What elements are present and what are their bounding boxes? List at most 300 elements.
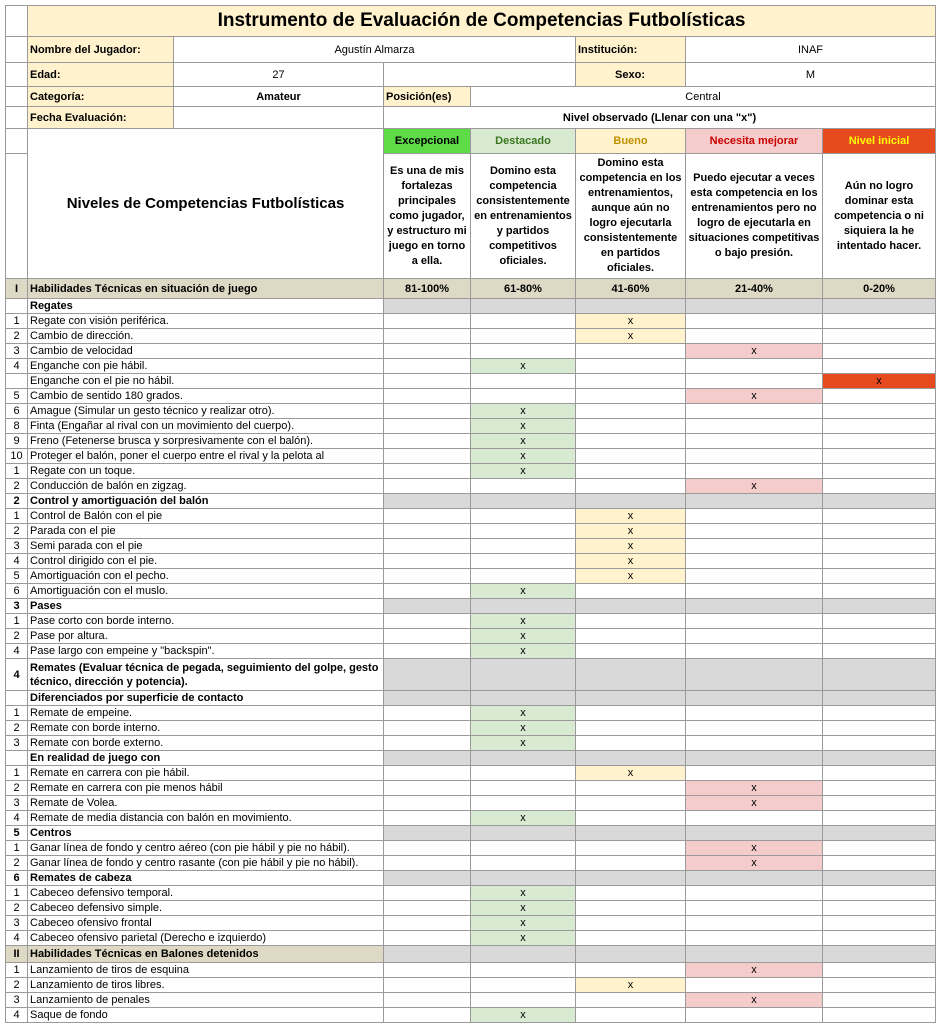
blank-cell [6,107,28,129]
level-cell[interactable] [823,554,936,569]
page-title: Instrumento de Evaluación de Competencias Futbolísticas [28,6,936,37]
level-mark[interactable]: x [471,359,576,374]
table-row [6,993,936,1008]
institution-label: Institución: [576,37,686,63]
level-cell[interactable] [576,721,686,736]
level-cell [686,494,823,509]
level-cell[interactable] [823,796,936,811]
table-row [6,706,936,721]
skill-label: Saque de fondo [28,1008,384,1023]
level-cell[interactable] [384,736,471,751]
skill-label: Ganar línea de fondo y centro rasante (con pie hábil y pie no hábil). [28,856,384,871]
level-cell[interactable] [686,916,823,931]
level-mark[interactable]: x [471,464,576,479]
level-cell [576,299,686,314]
skill-label: Remate de media distancia con balón en movimiento. [28,811,384,826]
row-number: 6 [6,584,28,599]
level-cell[interactable] [471,374,576,389]
row-number: 2 [6,524,28,539]
levels-title: Niveles de Competencias Futbolísticas [28,129,384,279]
level-mark[interactable]: x [686,841,823,856]
level-mark[interactable]: x [576,524,686,539]
level-cell[interactable] [471,314,576,329]
level-cell[interactable] [384,721,471,736]
section-title: Pases [28,599,384,614]
level-cell[interactable] [823,629,936,644]
row-number: 2 [6,781,28,796]
sex-field[interactable]: M [686,63,936,87]
level-cell[interactable] [823,404,936,419]
level-mark[interactable]: x [576,766,686,781]
level-cell[interactable] [576,706,686,721]
level-cell[interactable] [823,721,936,736]
level-range: 81-100% [384,279,471,299]
level-cell[interactable] [686,539,823,554]
level-cell[interactable] [576,963,686,978]
level-cell[interactable] [576,449,686,464]
table-row [6,901,936,916]
level-cell[interactable] [823,886,936,901]
blank-cell [6,63,28,87]
level-cell[interactable] [823,644,936,659]
level-cell[interactable] [576,374,686,389]
level-cell[interactable] [384,901,471,916]
level-mark[interactable]: x [576,329,686,344]
level-cell[interactable] [686,359,823,374]
level-cell[interactable] [384,1008,471,1023]
level-cell[interactable] [686,736,823,751]
level-cell[interactable] [384,419,471,434]
level-mark[interactable]: x [471,449,576,464]
table-row [6,524,936,539]
level-cell [384,599,471,614]
level-cell[interactable] [686,449,823,464]
skill-label: Control dirigido con el pie. [28,554,384,569]
table-row [6,509,936,524]
row-number: 4 [6,931,28,946]
level-cell[interactable] [384,963,471,978]
level-cell[interactable] [471,796,576,811]
table-row [6,644,936,659]
skill-label: Ganar línea de fondo y centro aéreo (con pie hábil y pie no hábil). [28,841,384,856]
level-cell [823,659,936,691]
level-cell[interactable] [686,1008,823,1023]
level-cell[interactable] [576,931,686,946]
level-cell[interactable] [384,841,471,856]
table-row [6,916,936,931]
level-cell[interactable] [576,344,686,359]
level-cell[interactable] [384,978,471,993]
level-cell[interactable] [384,329,471,344]
level-cell [686,871,823,886]
row-number: 5 [6,569,28,584]
institution-field[interactable]: INAF [686,37,936,63]
skill-label: Pase corto con borde interno. [28,614,384,629]
level-cell [471,299,576,314]
level-cell[interactable] [686,584,823,599]
level-cell [384,659,471,691]
table-row [6,584,936,599]
level-mark[interactable]: x [471,419,576,434]
level-cell[interactable] [823,706,936,721]
level-cell[interactable] [471,993,576,1008]
position-label: Posición(es) [384,87,471,107]
level-cell [576,946,686,963]
level-cell[interactable] [384,811,471,826]
blank-cell [6,154,28,279]
table-row [6,389,936,404]
level-cell[interactable] [823,314,936,329]
level-cell[interactable] [686,644,823,659]
level-cell[interactable] [823,329,936,344]
level-mark[interactable]: x [471,901,576,916]
level-cell[interactable] [823,359,936,374]
level-mark[interactable]: x [471,886,576,901]
level-cell [686,299,823,314]
level-cell[interactable] [686,419,823,434]
level-cell [686,751,823,766]
level-cell[interactable] [471,344,576,359]
level-cell[interactable] [576,434,686,449]
level-cell[interactable] [471,963,576,978]
level-cell[interactable] [471,569,576,584]
level-cell[interactable] [686,404,823,419]
level-cell[interactable] [686,629,823,644]
level-cell[interactable] [576,1008,686,1023]
level-cell[interactable] [384,706,471,721]
level-cell[interactable] [471,781,576,796]
row-number: 1 [6,886,28,901]
level-cell [576,494,686,509]
level-cell[interactable] [823,344,936,359]
level-cell[interactable] [384,509,471,524]
level-cell[interactable] [576,901,686,916]
table-row [6,314,936,329]
skill-label: Lanzamiento de tiros de esquina [28,963,384,978]
level-cell[interactable] [576,796,686,811]
level-cell[interactable] [686,614,823,629]
level-mark[interactable]: x [576,314,686,329]
level-cell[interactable] [384,916,471,931]
level-cell[interactable] [823,614,936,629]
skill-label: Remate en carrera con pie hábil. [28,766,384,781]
level-header-bueno: Bueno [576,129,686,154]
level-cell[interactable] [384,993,471,1008]
level-mark[interactable]: x [471,1008,576,1023]
level-cell[interactable] [823,811,936,826]
level-cell[interactable] [471,479,576,494]
level-cell[interactable] [384,931,471,946]
table-row [6,781,936,796]
level-cell[interactable] [686,374,823,389]
table-row [6,299,936,314]
row-number: 1 [6,314,28,329]
level-mark[interactable]: x [686,856,823,871]
level-cell[interactable] [823,1008,936,1023]
level-cell[interactable] [576,644,686,659]
level-cell[interactable] [384,644,471,659]
level-cell[interactable] [471,539,576,554]
row-number: 1 [6,963,28,978]
level-cell[interactable] [823,449,936,464]
level-cell[interactable] [576,359,686,374]
level-mark[interactable]: x [686,389,823,404]
level-range: 41-60% [576,279,686,299]
level-header-necesita-mejorar: Necesita mejorar [686,129,823,154]
level-cell[interactable] [686,554,823,569]
level-range: 21-40% [686,279,823,299]
level-cell [471,946,576,963]
level-cell[interactable] [686,314,823,329]
level-mark[interactable]: x [576,978,686,993]
level-cell [823,299,936,314]
date-field[interactable] [174,107,384,129]
category-field[interactable]: Amateur [174,87,384,107]
level-cell[interactable] [576,916,686,931]
level-cell[interactable] [576,841,686,856]
level-cell[interactable] [823,766,936,781]
row-number: 4 [6,659,28,691]
level-cell[interactable] [384,781,471,796]
row-number: 6 [6,871,28,886]
level-mark[interactable]: x [471,629,576,644]
level-cell[interactable] [576,629,686,644]
sex-label: Sexo: [576,63,686,87]
skill-label: Cambio de dirección. [28,329,384,344]
level-cell[interactable] [384,796,471,811]
level-cell[interactable] [686,524,823,539]
level-cell[interactable] [471,524,576,539]
level-cell[interactable] [686,434,823,449]
skill-label: Enganche con el pie no hábil. [28,374,384,389]
level-cell[interactable] [686,901,823,916]
level-cell[interactable] [384,479,471,494]
level-cell[interactable] [823,931,936,946]
level-cell[interactable] [686,706,823,721]
row-number: 2 [6,494,28,509]
level-mark[interactable]: x [686,993,823,1008]
level-cell[interactable] [384,404,471,419]
level-cell [686,826,823,841]
level-mark[interactable]: x [471,916,576,931]
row-number: 4 [6,359,28,374]
level-cell[interactable] [686,721,823,736]
level-cell[interactable] [686,509,823,524]
level-cell[interactable] [576,404,686,419]
skill-label: Proteger el balón, poner el cuerpo entre el rival y la pelota al [28,449,384,464]
level-cell[interactable] [686,464,823,479]
level-cell[interactable] [471,554,576,569]
category-label: Categoría: [28,87,174,107]
level-mark[interactable]: x [471,584,576,599]
age-field[interactable]: 27 [174,63,384,87]
section-title: Regates [28,299,384,314]
level-cell[interactable] [576,614,686,629]
table-row [6,736,936,751]
level-cell[interactable] [576,584,686,599]
level-cell[interactable] [823,901,936,916]
section-title: Remates (Evaluar técnica de pegada, seguimiento del golpe, gesto técnico, dirección y potencia). [28,659,384,691]
level-cell[interactable] [686,931,823,946]
row-number: 3 [6,344,28,359]
level-cell[interactable] [384,374,471,389]
level-cell[interactable] [686,886,823,901]
skill-label: Regate con visión periférica. [28,314,384,329]
section-title: Diferenciados por superficie de contacto [28,691,384,706]
level-mark[interactable]: x [576,509,686,524]
level-cell [471,826,576,841]
level-cell[interactable] [576,464,686,479]
level-cell[interactable] [823,736,936,751]
level-cell[interactable] [823,978,936,993]
level-cell [471,751,576,766]
level-cell[interactable] [384,614,471,629]
level-cell[interactable] [823,569,936,584]
level-cell[interactable] [384,434,471,449]
level-mark[interactable]: x [576,569,686,584]
table-row [6,279,936,299]
level-cell[interactable] [576,389,686,404]
level-cell[interactable] [576,993,686,1008]
level-cell[interactable] [384,524,471,539]
level-cell[interactable] [384,856,471,871]
level-cell[interactable] [823,963,936,978]
table-row [6,946,936,963]
level-mark[interactable]: x [471,434,576,449]
level-cell[interactable] [823,389,936,404]
level-cell[interactable] [384,449,471,464]
level-cell[interactable] [384,359,471,374]
level-mark[interactable]: x [686,796,823,811]
level-mark[interactable]: x [471,404,576,419]
level-mark[interactable]: x [686,344,823,359]
level-mark[interactable]: x [576,539,686,554]
table-row [6,344,936,359]
level-cell[interactable] [686,569,823,584]
player-name-field[interactable]: Agustín Almarza [174,37,576,63]
level-cell[interactable] [471,389,576,404]
level-cell[interactable] [823,841,936,856]
table-row [6,856,936,871]
level-cell[interactable] [823,781,936,796]
level-cell[interactable] [576,781,686,796]
level-cell[interactable] [686,766,823,781]
level-mark[interactable]: x [576,554,686,569]
level-cell[interactable] [576,886,686,901]
level-cell[interactable] [384,886,471,901]
level-cell[interactable] [823,479,936,494]
level-cell[interactable] [823,434,936,449]
level-mark[interactable]: x [471,931,576,946]
level-cell[interactable] [686,978,823,993]
level-cell[interactable] [384,629,471,644]
table-row [6,419,936,434]
level-cell[interactable] [384,554,471,569]
level-cell[interactable] [576,419,686,434]
level-cell[interactable] [471,978,576,993]
skill-label: Cabeceo defensivo temporal. [28,886,384,901]
level-cell[interactable] [823,916,936,931]
level-cell[interactable] [823,509,936,524]
level-cell[interactable] [471,509,576,524]
level-cell[interactable] [384,344,471,359]
section-title: Remates de cabeza [28,871,384,886]
skill-label: Cabeceo ofensivo parietal (Derecho e izquierdo) [28,931,384,946]
section-title: Centros [28,826,384,841]
level-mark[interactable]: x [471,736,576,751]
level-cell[interactable] [823,584,936,599]
level-cell[interactable] [471,766,576,781]
level-mark[interactable]: x [686,963,823,978]
row-number: 2 [6,329,28,344]
table-row [6,629,936,644]
level-cell[interactable] [686,811,823,826]
level-cell[interactable] [384,539,471,554]
level-cell[interactable] [576,856,686,871]
level-cell[interactable] [384,569,471,584]
level-cell[interactable] [384,314,471,329]
skill-label: Pase por altura. [28,629,384,644]
row-number: 1 [6,464,28,479]
level-mark[interactable]: x [686,479,823,494]
level-header-nivel-inicial: Nivel inicial [823,129,936,154]
section-title: Control y amortiguación del balón [28,494,384,509]
level-cell[interactable] [823,419,936,434]
level-cell [384,691,471,706]
level-cell[interactable] [823,993,936,1008]
level-cell[interactable] [823,856,936,871]
level-cell[interactable] [576,479,686,494]
level-cell[interactable] [823,539,936,554]
level-cell[interactable] [384,584,471,599]
level-cell[interactable] [384,389,471,404]
level-cell[interactable] [823,524,936,539]
level-cell[interactable] [576,811,686,826]
table-row [6,539,936,554]
level-cell[interactable] [823,464,936,479]
row-number: 9 [6,434,28,449]
level-cell[interactable] [471,856,576,871]
level-header-destacado: Destacado [471,129,576,154]
skill-label: Amortiguación con el pecho. [28,569,384,584]
level-mark[interactable]: x [471,721,576,736]
level-cell [823,871,936,886]
level-cell[interactable] [471,841,576,856]
level-mark[interactable]: x [471,811,576,826]
level-cell[interactable] [471,329,576,344]
table-row [6,811,936,826]
level-mark[interactable]: x [686,781,823,796]
level-cell[interactable] [384,464,471,479]
level-mark[interactable]: x [823,374,936,389]
row-number [6,299,28,314]
level-cell[interactable] [686,329,823,344]
position-field[interactable]: Central [471,87,936,107]
skill-label: Remate en carrera con pie menos hábil [28,781,384,796]
level-mark[interactable]: x [471,644,576,659]
level-cell [823,691,936,706]
level-cell[interactable] [384,766,471,781]
level-mark[interactable]: x [471,614,576,629]
level-mark[interactable]: x [471,706,576,721]
level-cell [576,599,686,614]
row-number: I [6,279,28,299]
level-cell [384,751,471,766]
observed-level-label: Nivel observado (Llenar con una "x") [384,107,936,129]
row-number: 1 [6,706,28,721]
row-number: 1 [6,509,28,524]
level-cell[interactable] [576,736,686,751]
